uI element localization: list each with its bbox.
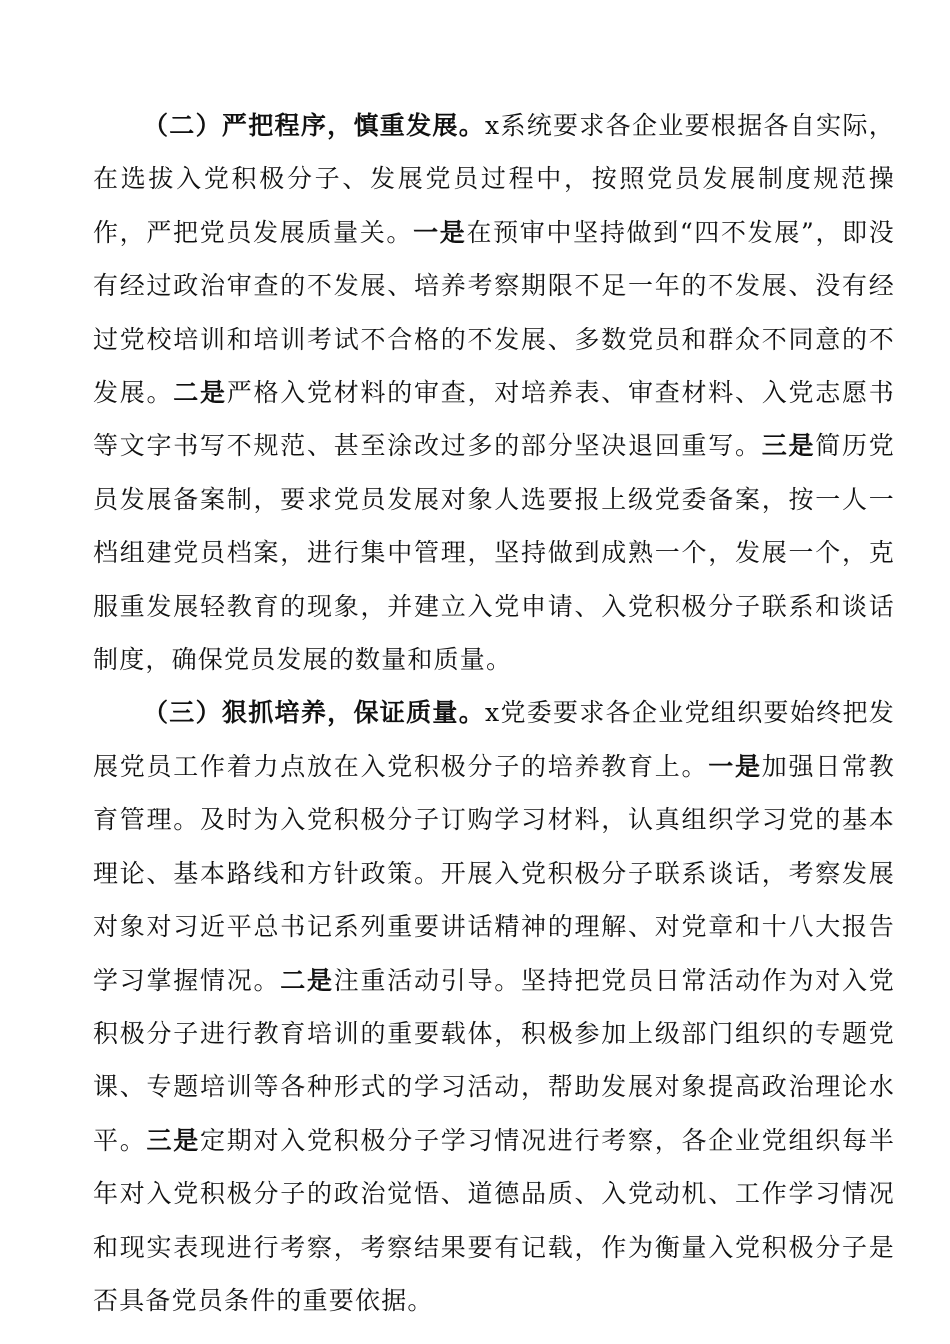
- point-marker: 二是: [280, 965, 334, 995]
- point-marker: 一是: [708, 751, 762, 781]
- point-marker: 三是: [146, 1125, 201, 1155]
- paragraph-text: 简历党员发展备案制，要求党员发展对象人选要报上级党委备案，按一人一档组建党员档案，进行集中管理，坚持做到成熟一个，发展一个，克服重发展轻教育的现象，并建立入党申请、入党积极分子联系和谈话制度，确保党员发展的数量和质量。: [93, 431, 895, 675]
- point-marker: 三是: [761, 431, 816, 461]
- section-heading: （三）狠抓培养，保证质量。: [143, 698, 486, 728]
- paragraph-text: x党委要求各企业党组织要始终把发展党员工作着力点放在入党积极分子的培养教育上。: [93, 698, 895, 781]
- paragraph-text: 严格入党材料的审查，对培养表、审查材料、入党志愿书等文字书写不规范、甚至涂改过多的部分坚决退回重写。: [93, 378, 895, 461]
- point-marker: 一是: [413, 217, 467, 247]
- paragraph-text: x系统要求各企业要根据各自实际，在选拔入党积极分子、发展党员过程中，按照党员发展制度规范操作，严把党员发展质量关。: [93, 111, 895, 247]
- paragraph-text: 加强日常教育管理。及时为入党积极分子订购学习材料，认真组织学习党的基本理论、基本路线和方针政策。开展入党积极分子联系谈话，考察发展对象对习近平总书记系列重要讲话精神的理解、对党章和十八大报告学习掌握情况。: [93, 751, 895, 995]
- paragraph-training-quality: [93, 686, 895, 1327]
- point-marker: 二是: [173, 378, 227, 408]
- paragraph-text: 在预审中坚持做到“四不发展”，即没有经过政治审查的不发展、培养考察期限不足一年的不发展、没有经过党校培训和培训考试不合格的不发展、多数党员和群众不同意的不发展。: [93, 217, 895, 408]
- paragraph-strict-procedure: [93, 99, 895, 686]
- paragraph-text: 定期对入党积极分子学习情况进行考察，各企业党组织每半年对入党积极分子的政治觉悟、道德品质、入党动机、工作学习情况和现实表现进行考察，考察结果要有记载，作为衡量入党积极分子是否具备党员条件的重要依据。: [93, 1125, 896, 1315]
- section-heading: （二）严把程序，慎重发展。: [143, 111, 486, 140]
- paragraph-text: 注重活动引导。坚持把党员日常活动作为对入党积极分子进行教育培训的重要载体，积极参加上级部门组织的专题党课、专题培训等各种形式的学习活动，帮助发展对象提高政治理论水平。: [93, 965, 896, 1155]
- document-page: [93, 99, 895, 1327]
